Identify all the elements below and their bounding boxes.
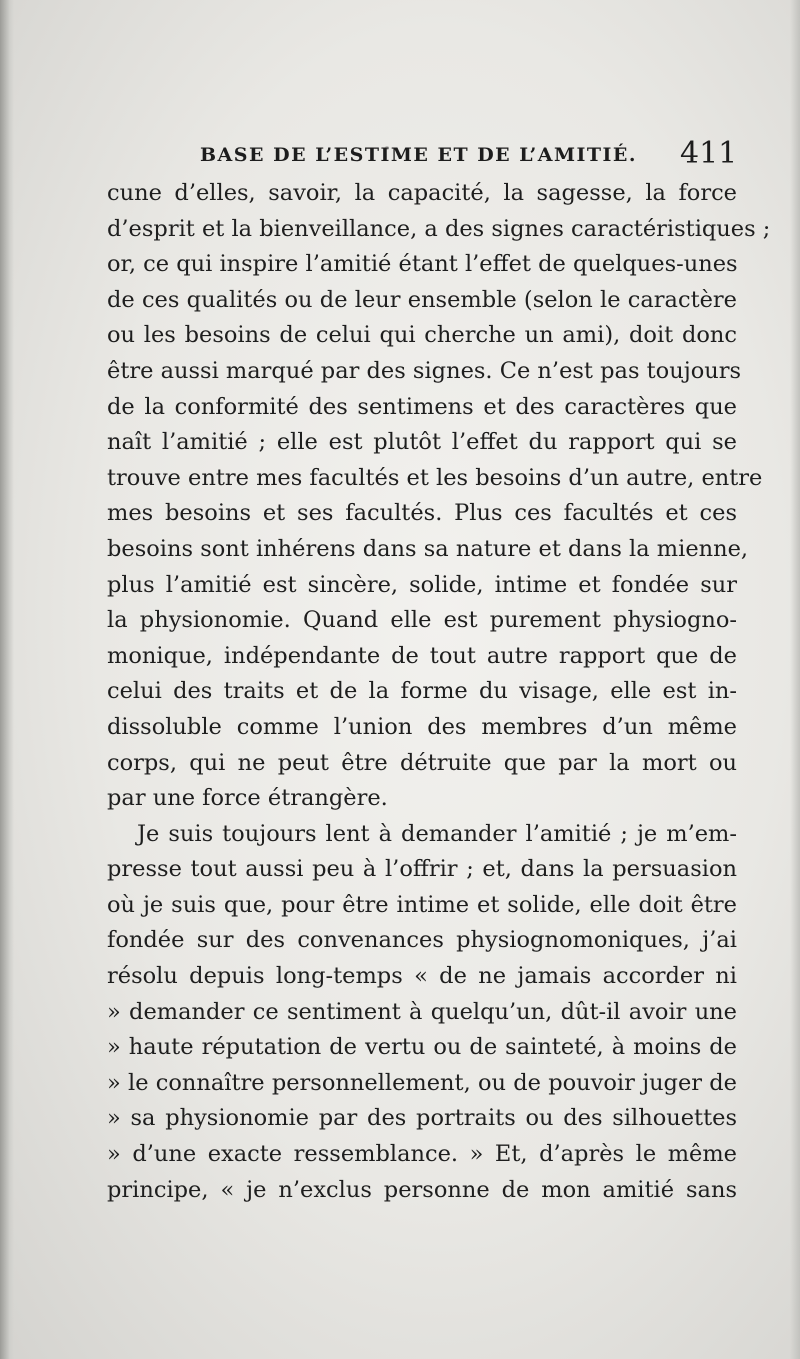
text-line: de ces qualités ou de leur ensemble (selon le caractère xyxy=(107,286,737,313)
text-line: corps, qui ne peut être détruite que par la mort ou xyxy=(107,749,737,776)
text-line: mes besoins et ses facultés. Plus ces facultés et ces xyxy=(107,500,737,527)
text-line: trouve entre mes facultés et les besoins d’un autre, entre xyxy=(107,464,763,491)
text-line: principe, « je n’exclus personne de mon amitié sans xyxy=(107,1176,737,1203)
text-line: » haute réputation de vertu ou de sainteté, à moins de xyxy=(107,1034,737,1061)
text-line: besoins sont inhérens dans sa nature et dans la mienne, xyxy=(107,535,749,562)
text-line: la physionomie. Quand elle est purement physiogno- xyxy=(107,607,737,634)
page-left-edge-shadow xyxy=(0,0,14,1359)
text-line: celui des traits et de la forme du visage, elle est in- xyxy=(107,678,737,705)
text-line: où je suis que, pour être intime et solide, elle doit être xyxy=(107,891,737,918)
text-line: » le connaître personnellement, ou de pouvoir juger de xyxy=(107,1069,737,1096)
paragraph-end-line: par une force étrangère. xyxy=(107,785,388,812)
page-number: 411 xyxy=(680,136,738,171)
text-line: cune d’elles, savoir, la capacité, la sagesse, la force xyxy=(107,180,737,206)
text-line: presse tout aussi peu à l’offrir ; et, dans la persuasion xyxy=(107,856,737,883)
text-line: monique, indépendante de tout autre rapport que de xyxy=(107,642,737,669)
page-right-edge-shadow xyxy=(790,0,800,1359)
text-line: résolu depuis long-temps « de ne jamais accorder ni xyxy=(107,963,737,990)
text-line: dissoluble comme l’union des membres d’un même xyxy=(107,713,737,740)
text-line: » demander ce sentiment à quelqu’un, dût-il avoir une xyxy=(107,998,737,1025)
text-line: ou les besoins de celui qui cherche un ami), doit donc xyxy=(107,322,737,349)
text-line: plus l’amitié est sincère, solide, intime et fondée sur xyxy=(107,571,737,598)
page-header xyxy=(150,136,750,176)
paragraph-first-line: Je suis toujours lent à demander l’amitié ; je m’em- xyxy=(137,820,737,847)
body-text xyxy=(107,176,771,1208)
text-line: » d’une exacte ressemblance. » Et, d’après le même xyxy=(107,1141,737,1168)
text-line: être aussi marqué par des signes. Ce n’est pas toujours xyxy=(107,357,742,384)
text-line: or, ce qui inspire l’amitié étant l’effet de quelques-unes xyxy=(107,251,738,278)
text-line: d’esprit et la bienveillance, a des signes caractéristiques ; xyxy=(107,215,771,242)
running-head: BASE DE L’ESTIME ET DE L’AMITIÉ. xyxy=(200,144,637,166)
text-line: » sa physionomie par des portraits ou des silhouettes xyxy=(107,1105,737,1132)
text-line: de la conformité des sentimens et des caractères que xyxy=(107,393,737,420)
text-line: fondée sur des convenances physiognomoniques, j’ai xyxy=(107,927,737,954)
text-line: naît l’amitié ; elle est plutôt l’effet du rapport qui se xyxy=(107,429,737,456)
